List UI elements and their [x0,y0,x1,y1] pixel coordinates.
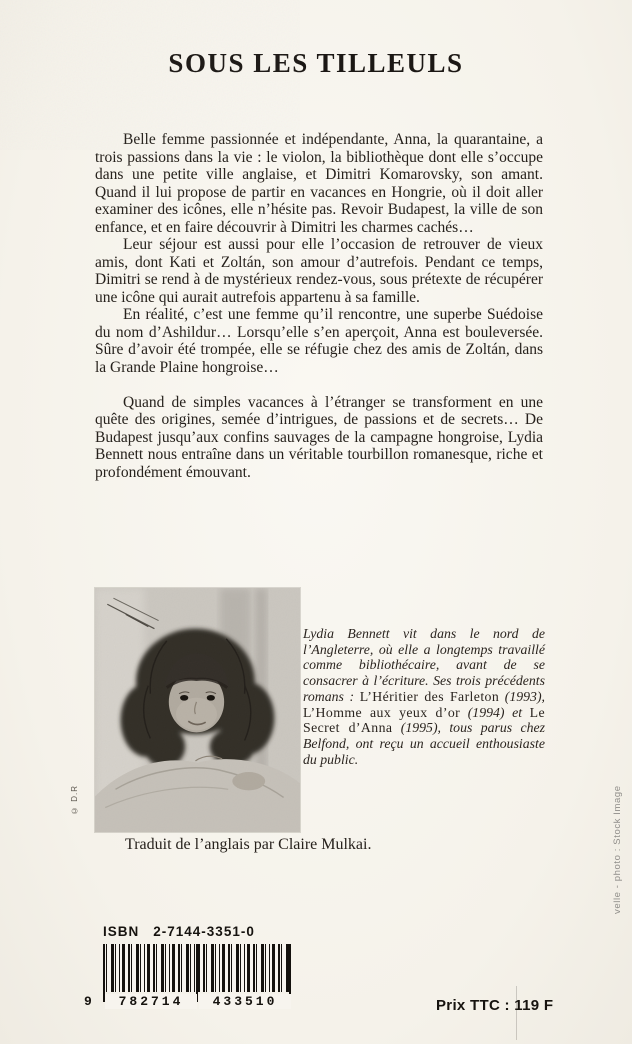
barcode-digit-first: 9 [84,994,92,1009]
barcode-digits-right: 433510 [199,994,291,1009]
bio-segment: Le Secret d’Anna [303,704,545,736]
isbn-row [103,924,255,939]
bio-segment: (1993), [499,688,545,704]
barcode-digits [84,994,296,1009]
author-photo [95,588,300,832]
side-credit: velle - photo : Stock Image [612,785,623,915]
synopsis-paragraph: Quand de simples vacances à l’étranger se transforment en une quête des origines, semée d’intrigues, de passions et de secrets… De Budapest jusqu’aux confins sauvages de la campagne hongroise, Lydia Bennett nous entraîne dans un véritable tourbillon romanesque, riche et profondément émouvant. [95,393,543,481]
bio-segment: (1995), tous parus chez Belfond, ont reçu un accueil enthousiaste du public. [303,720,545,767]
synopsis-paragraph: Belle femme passionnée et indépendante, Anna, la quarantaine, a trois passions dans la vie : le violon, la bibliothèque dont elle s’occupe dans une petite ville anglaise, et Dimitri Komarovsky, son amant. Quand il lui propose de partir en vacances en Hongrie, où il doit aller examiner des icônes, elle n’hésite pas. Revoir Budapest, la ville de son enfance, et en faire découvrir à Dimitri les charmes cachés… [95,131,543,236]
barcode-digits-left: 782714 [105,994,197,1009]
synopsis-paragraph: En réalité, c’est une femme qu’il rencontre, une superbe Suédoise du nom d’Ashildur… Lorsqu’elle s’en aperçoit, Anna est bouleversée. Sûre d’avoir été trompée, elle se réfugie chez des amis de Zoltán, dans la Grande Plaine hongroise… [95,306,543,376]
isbn-value: 2-7144-3351-0 [153,924,255,939]
synopsis-block [95,131,543,481]
photo-credit: © D.R [70,785,79,815]
crease-line [516,986,517,1040]
isbn-label: ISBN [103,924,140,939]
translation-note: Traduit de l’anglais par Claire Mulkai. [125,836,372,853]
bio-segment: (1994) et [460,704,530,720]
page-title: SOUS LES TILLEULS [168,48,464,79]
price-label: Prix TTC : 119 F [436,997,554,1014]
synopsis-paragraph: Leur séjour est aussi pour elle l’occasion de retrouver de vieux amis, dont Kati et Zoltán, son amour d’autrefois. Pendant ce temps, Dimitri se rend à de mystérieux rendez-vous, sous prétexte de récupérer une icône qui aurait autrefois appartenu à sa famille. [95,236,543,306]
author-bio [303,626,545,767]
bio-segment: L’Homme aux yeux d’or [303,704,461,720]
bio-segment: Lydia Bennett vit dans le nord de l’Angleterre, où elle a longtemps travaillé comme bibliothécaire, avant de se consacrer à l’écriture. Ses trois précédents romans : [303,626,545,704]
bio-segment: L’Héritier des Farleton [359,688,500,704]
woman-portrait-illustration [95,588,300,832]
